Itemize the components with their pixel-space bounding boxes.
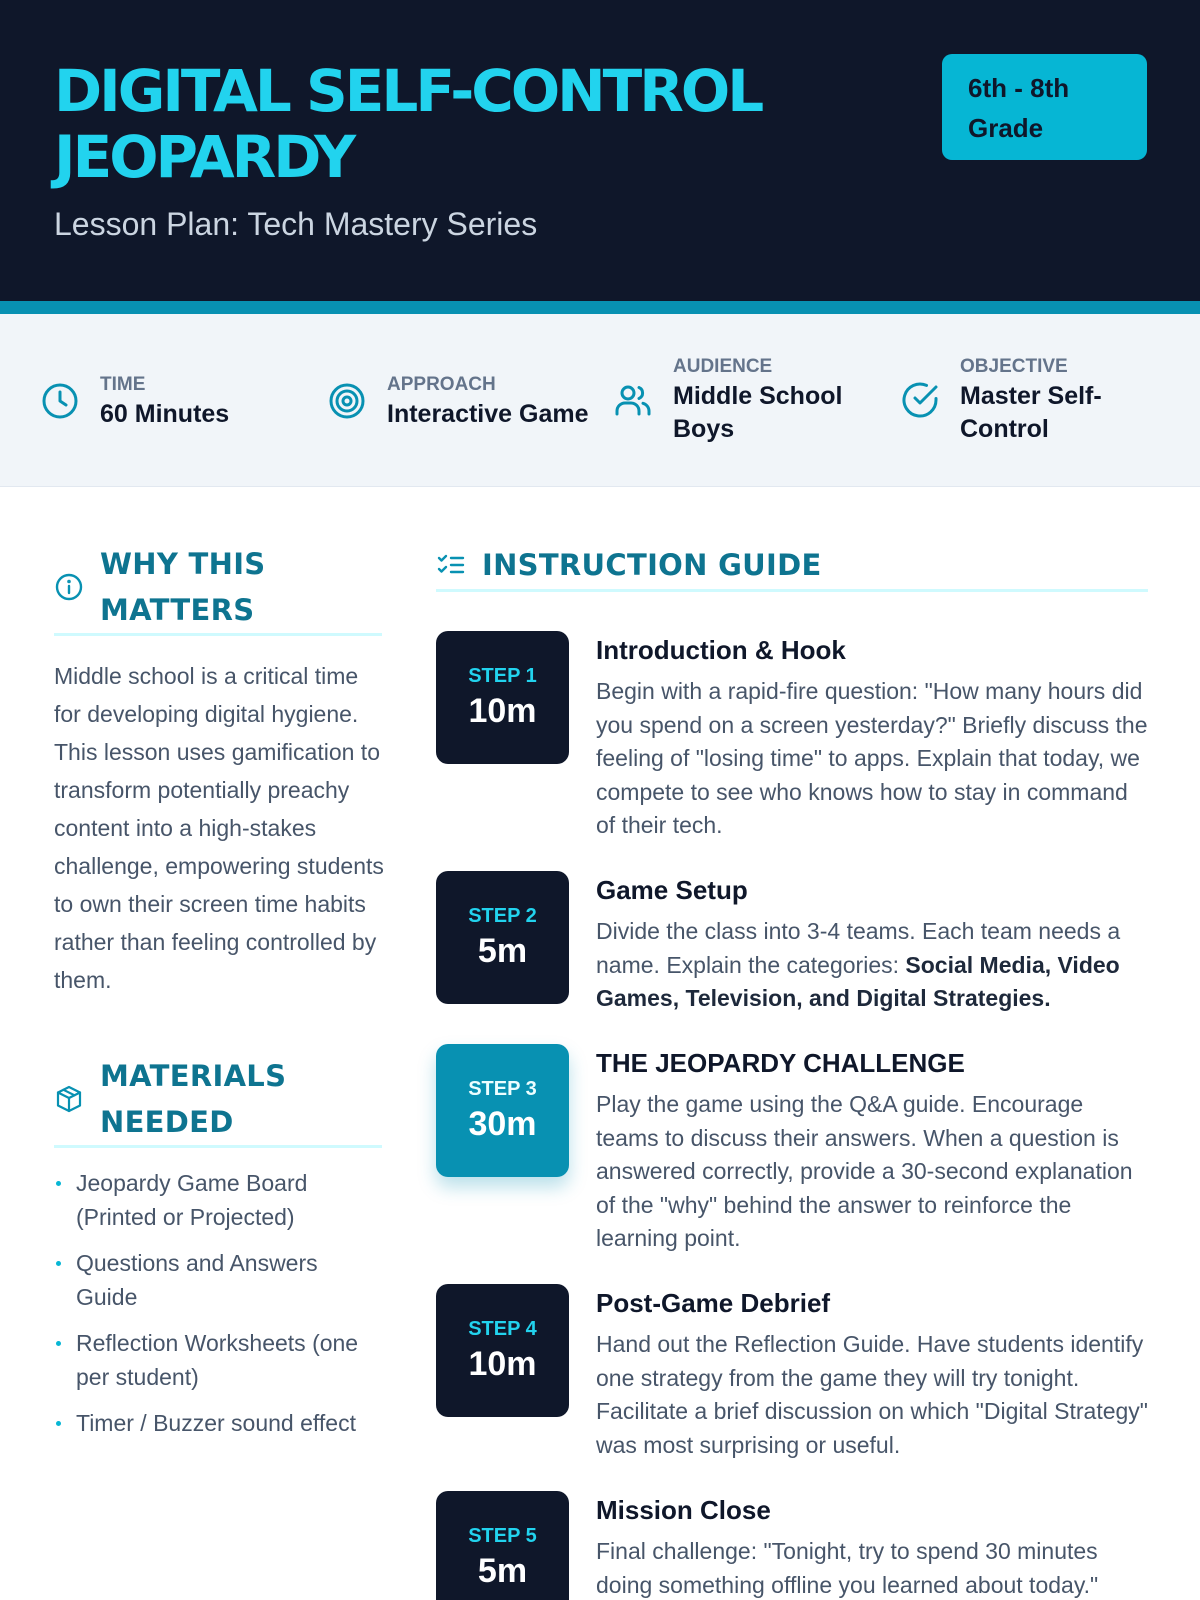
meta-time <box>40 356 229 446</box>
materials-heading <box>54 1052 382 1148</box>
why-text: Middle school is a critical time for developing digital hygiene. This lesson uses gamification to transform potentially preachy content into a high-stakes challenge, empowering students to own their screen time habits rather than feeling controlled by them. <box>54 663 384 993</box>
step-description <box>596 915 1148 1016</box>
step-number: STEP 3 <box>468 1077 537 1100</box>
guide-title: INSTRUCTION GUIDE <box>482 547 822 582</box>
step-duration: 5m <box>477 931 528 970</box>
step-title: THE JEOPARDY CHALLENGE <box>596 1048 965 1078</box>
page-title: DIGITAL SELF-CONTROL JEOPARDY <box>54 57 762 191</box>
info-icon <box>54 572 84 602</box>
list-item: Timer / Buzzer sound effect <box>54 1407 384 1441</box>
list-item: Questions and Answers Guide <box>54 1247 384 1314</box>
target-icon <box>327 381 367 421</box>
checklist-icon <box>436 550 466 580</box>
step-description-text: Divide the class into 3-4 teams. Each team needs a name. Explain the categories: <box>596 918 1121 978</box>
step-badge <box>436 871 569 1004</box>
page-subtitle: Lesson Plan: Tech Mastery Series <box>54 206 538 242</box>
grade-badge: 6th - 8th Grade <box>942 54 1147 160</box>
meta-label: OBJECTIVE <box>960 356 1068 377</box>
step-title: Mission Close <box>596 1495 771 1525</box>
meta-objective <box>900 344 1110 456</box>
step-badge <box>436 631 569 764</box>
step-badge <box>436 1044 569 1177</box>
why-heading <box>54 540 382 636</box>
guide-heading <box>436 540 1148 592</box>
step-description: Final challenge: "Tonight, try to spend 30 minutes doing something offline you learned about today." <box>596 1538 1099 1598</box>
step-badge <box>436 1491 569 1600</box>
check-circle-icon <box>900 380 940 420</box>
meta-value: 60 Minutes <box>100 399 230 428</box>
step-title: Introduction & Hook <box>596 635 846 665</box>
step-duration: 5m <box>477 1551 528 1590</box>
step-number: STEP 5 <box>468 1524 537 1547</box>
meta-approach <box>327 356 589 446</box>
step-number: STEP 4 <box>468 1317 537 1340</box>
step-title: Game Setup <box>596 875 748 905</box>
meta-audience <box>613 344 843 456</box>
clock-icon <box>40 381 80 421</box>
why-title: WHY THIS MATTERS <box>100 546 266 627</box>
step-description: Play the game using the Q&A guide. Encourage teams to discuss their answers. When a question is answered correctly, provide a 30-second explanation of the "why" behind the answer to reinforce the learning point. <box>596 1091 1133 1251</box>
list-item: Jeopardy Game Board (Printed or Projected) <box>54 1167 384 1234</box>
lesson-meta-strip <box>0 314 1200 487</box>
step-description: Begin with a rapid-fire question: "How many hours did you spend on a screen yesterday?" Briefly discuss the feeling of "losing time" to apps. Explain that today, we compete to see who knows how to stay in command of their tech. <box>596 678 1148 838</box>
step-number: STEP 2 <box>468 904 537 927</box>
step-duration: 30m <box>468 1104 537 1143</box>
list-item: Reflection Worksheets (one per student) <box>54 1327 384 1394</box>
meta-value: Interactive Game <box>387 399 589 428</box>
step-description: Hand out the Reflection Guide. Have students identify one strategy from the game they will try tonight. Facilitate a brief discussion on which "Digital Strategy" was most surprising or useful. <box>596 1331 1148 1458</box>
meta-label: APPROACH <box>387 373 496 395</box>
step-duration: 10m <box>468 1344 537 1383</box>
meta-label: AUDIENCE <box>673 356 773 377</box>
step-title: Post-Game Debrief <box>596 1288 831 1318</box>
step-number: STEP 1 <box>468 664 537 687</box>
meta-value: Master Self-Control <box>960 382 1102 443</box>
step-description-categories: Social Media, Video Games, Television, and Digital Strategies. <box>596 951 1120 1011</box>
header-accent-bar <box>0 301 1200 314</box>
materials-list <box>54 1167 384 1454</box>
materials-title: MATERIALS NEEDED <box>100 1058 287 1139</box>
step-duration: 10m <box>468 691 537 730</box>
meta-label: TIME <box>100 373 146 395</box>
step-badge <box>436 1284 569 1417</box>
meta-value: Middle School Boys <box>673 382 843 443</box>
users-icon <box>613 380 653 420</box>
page-header <box>0 0 1200 301</box>
box-icon <box>54 1084 84 1114</box>
